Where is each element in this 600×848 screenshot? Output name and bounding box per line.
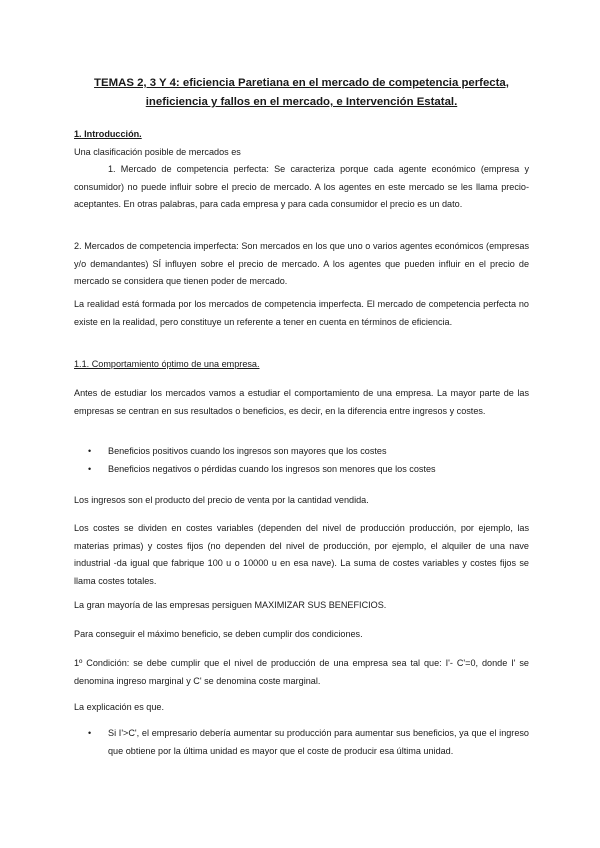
- paragraph-competencia-imperfecta-text: 2. Mercados de competencia imperfecta: Son mercados en los que uno o varios agentes económicos (empresas y/o demandantes) SÍ influyen sobre el precio de mercado. A los agentes que pueden influir en el precio de mercado se considera que tienen poder de mercado.: [74, 241, 529, 287]
- explanation-list: [74, 725, 529, 760]
- paragraph-realidad: [74, 296, 529, 331]
- paragraph-realidad-text: La realidad está formada por los mercados de competencia imperfecta. El mercado de competencia perfecta no existe en la realidad, pero constituye un referente a tener en cuenta en términos de eficiencia.: [74, 299, 529, 327]
- bullet-icon: •: [88, 728, 92, 738]
- section-1-1-heading-block: [74, 356, 529, 374]
- paragraph-comportamiento-text: Antes de estudiar los mercados vamos a estudiar el comportamiento de una empresa. La mayor parte de las empresas se centran en sus resultados o beneficios, es decir, en la diferencia entre ingresos y costes.: [74, 388, 529, 416]
- title-line-1: TEMAS 2, 3 Y 4: eficiencia Paretiana en el mercado de competencia perfecta,: [94, 77, 509, 89]
- paragraph-costes: [74, 520, 529, 590]
- title-line-2: ineficiencia y fallos en el mercado, e Intervención Estatal.: [145, 96, 458, 108]
- paragraph-ingresos-text: Los ingresos son el producto del precio de venta por la cantidad vendida.: [74, 495, 369, 505]
- paragraph-ingresos: [74, 492, 529, 510]
- list-item-text: Beneficios negativos o pérdidas cuando los ingresos son menores que los costes: [108, 463, 436, 474]
- paragraph-comportamiento: [74, 385, 529, 420]
- paragraph-condiciones-text: Para conseguir el máximo beneficio, se deben cumplir dos condiciones.: [74, 629, 363, 639]
- paragraph-explicacion-text: La explicación es que.: [74, 702, 164, 712]
- list-item: [74, 461, 529, 479]
- document-title: [74, 74, 529, 112]
- list-item-text: Si I'>C', el empresario debería aumentar su producción para aumentar sus beneficios, ya que el ingreso que obtiene por la última unidad es mayor que el coste de producir esa última unidad.: [108, 728, 529, 756]
- bullet-icon: •: [88, 446, 92, 456]
- paragraph-condiciones: [74, 626, 529, 644]
- paragraph-costes-text: Los costes se dividen en costes variables (dependen del nivel de producción producción, por ejemplo, las materias primas) y costes fijos (no dependen del nivel de producción, por ejemplo, el alquiler de una nave industrial -da igual que fabrique 100 u o 10000 u en esa nave). La suma de costes variables y costes fijos se llama costes totales.: [74, 523, 529, 586]
- paragraph-condicion-1: [74, 655, 529, 690]
- paragraph-maximizar-text: La gran mayoría de las empresas persiguen MAXIMIZAR SUS BENEFICIOS.: [74, 600, 387, 610]
- paragraph-condicion-1-text: 1º Condición: se debe cumplir que el nivel de producción de una empresa sea tal que: I'- C'=0, donde I' se denomina ingreso marginal y C' se denomina coste marginal.: [74, 658, 529, 686]
- list-item: [74, 725, 529, 760]
- section-1-1-heading: 1.1. Comportamiento óptimo de una empresa.: [74, 359, 260, 369]
- paragraph-competencia-perfecta: 1. Mercado de competencia perfecta: Se caracteriza porque cada agente económico (empresa y consumidor) no puede influir sobre el precio de mercado. A los agentes en este mercado se les llama precio-aceptantes. En otras palabras, para cada empresa y para cada consumidor el precio es un dato.: [74, 164, 529, 210]
- section-1-intro: Una clasificación posible de mercados es: [74, 146, 241, 157]
- bullet-icon: •: [88, 463, 92, 474]
- paragraph-maximizar: [74, 597, 529, 615]
- section-1: [74, 126, 529, 214]
- paragraph-competencia-imperfecta: [74, 238, 529, 291]
- section-1-heading: 1. Introducción.: [74, 129, 142, 139]
- list-item: [74, 443, 529, 461]
- list-item-text: Beneficios positivos cuando los ingresos son mayores que los costes: [108, 446, 387, 456]
- benefits-list: [74, 443, 529, 478]
- paragraph-explicacion: [74, 699, 529, 717]
